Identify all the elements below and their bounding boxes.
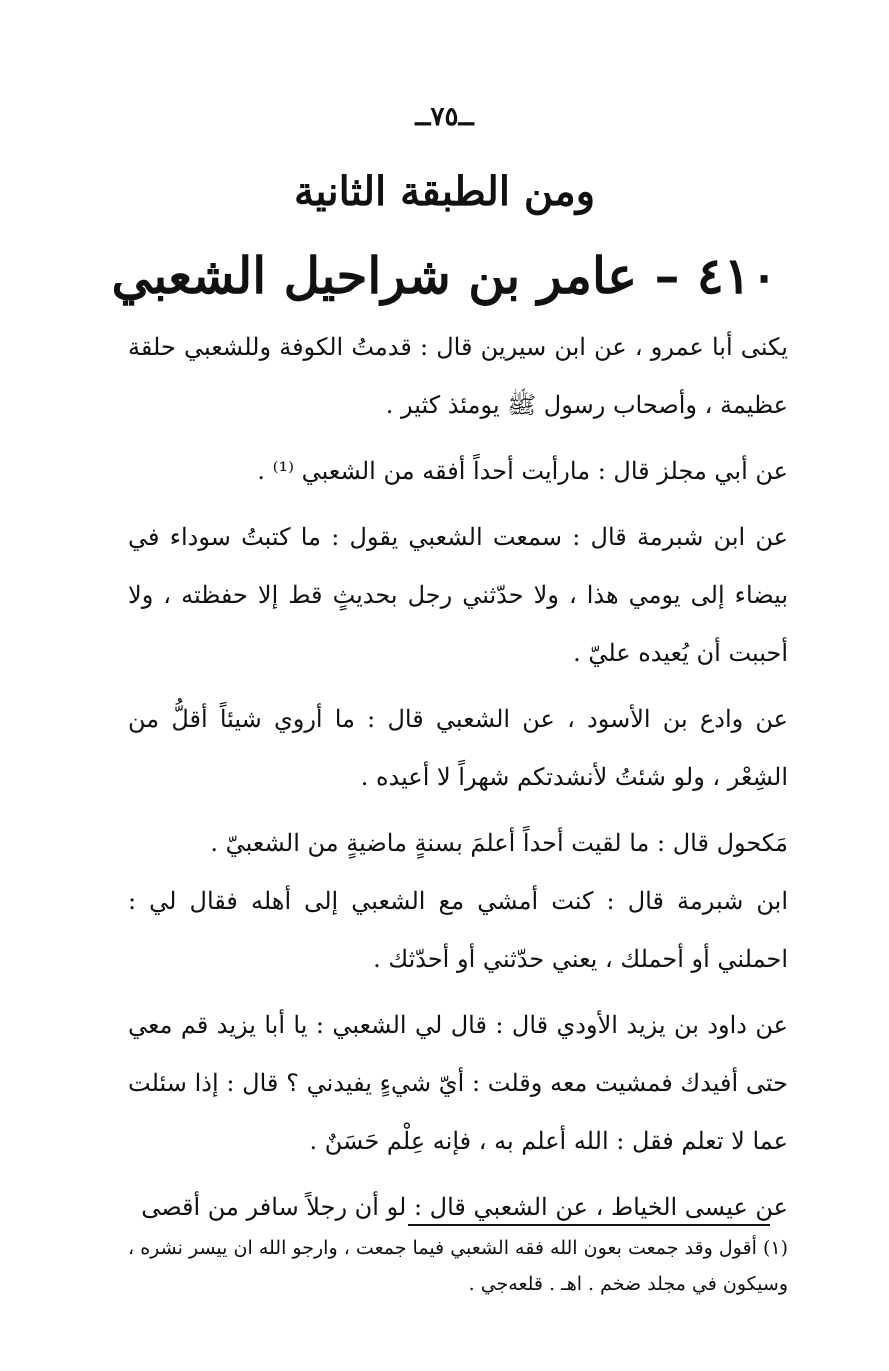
footnotes <box>128 1230 788 1302</box>
paragraph-8: عن عيسى الخياط ، عن الشعبي قال : لو أن رجلاً سافر من أقصى <box>141 1193 788 1221</box>
paragraph-2: عن أبي مجلز قال : مارأيت أحداً أفقه من الشعبي ⁽¹⁾ . <box>257 457 788 485</box>
section-heading: ومن الطبقة الثانية <box>293 168 596 215</box>
paragraph-4: عن وادع بن الأسود ، عن الشعبي قال : ما أروي شيئاً أقلُّ من الشِعْر ، ولو شئتُ لأنشدتكم شهراً لا أعيده . <box>128 705 788 791</box>
body-text <box>128 318 788 1236</box>
entry-title: ٤١٠ – عامر بن شراحيل الشعبي <box>111 246 778 305</box>
footnote-1: (١) أقول وقد جمعت بعون الله فقه الشعبي فيما جمعت ، وارجو الله ان ييسر نشره ، وسيكون في مجلد ضخم . اهـ . قلعه‌جي . <box>128 1237 788 1295</box>
paragraph-3: عن ابن شبرمة قال : سمعت الشعبي يقول : ما كتبتُ سوداء في بيضاء إلى يومي هذا ، ولا حدّثني رجل بحديثٍ قط إلا حفظته ، ولا أحببت أن يُعيده عليّ . <box>128 523 788 667</box>
paragraph-1: يكنى أبا عمرو ، عن ابن سيرين قال : قدمتُ الكوفة وللشعبي حلقة عظيمة ، وأصحاب رسول ﷺ يومئذ كثير . <box>128 333 788 419</box>
footnote-divider <box>408 1224 770 1226</box>
page-number: ــ٧٥ــ <box>415 102 474 132</box>
paragraph-6: ابن شبرمة قال : كنت أمشي مع الشعبي إلى أهله فقال لي : احملني أو أحملك ، يعني حدّثني أو أحدّثك . <box>128 887 788 973</box>
paragraph-5: مَكحول قال : ما لقيت أحداً أعلمَ بسنةٍ ماضيةٍ من الشعبيّ . <box>210 829 788 857</box>
paragraph-7: عن داود بن يزيد الأودي قال : قال لي الشعبي : يا أبا يزيد قم معي حتى أفيدك فمشيت معه وقلت : أيّ شيءٍ يفيدني ؟ قال : إذا سئلت عما لا تعلم فقل : الله أعلم به ، فإنه عِلْم حَسَنٌ . <box>128 1011 788 1155</box>
